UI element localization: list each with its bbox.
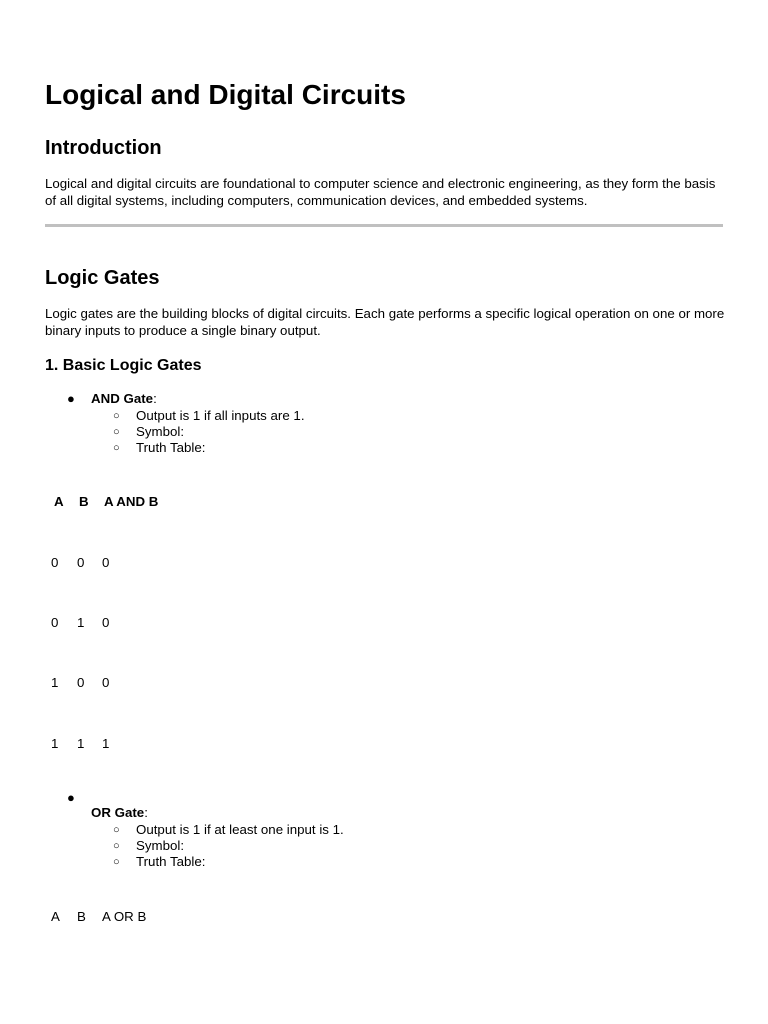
and-table-cell: 0 xyxy=(77,555,85,570)
and-sub-bullet: ○ xyxy=(113,426,120,438)
or-table-header-b: B xyxy=(77,909,86,924)
and-table-cell: 0 xyxy=(51,555,59,570)
and-table-header-b: B xyxy=(79,494,89,509)
or-sub-bullet: ○ xyxy=(113,840,120,852)
basic-logic-gates-heading: 1. Basic Logic Gates xyxy=(45,357,202,374)
or-gate-truth-table-label: Truth Table: xyxy=(136,854,206,869)
and-sub-bullet: ○ xyxy=(113,410,120,422)
and-gate-colon: : xyxy=(153,391,157,406)
and-table-cell: 1 xyxy=(77,615,85,630)
and-table-cell: 0 xyxy=(102,555,110,570)
or-sub-bullet: ○ xyxy=(113,856,120,868)
and-gate-truth-table-label: Truth Table: xyxy=(136,440,206,455)
or-gate-colon: : xyxy=(144,805,148,820)
introduction-paragraph: Logical and digital circuits are foundational to computer science and electronic engineering, as they form the basis of all digital systems, including computers, communication devices, and embedded systems. xyxy=(45,176,716,208)
introduction-heading: Introduction xyxy=(45,137,162,159)
and-gate-symbol-label: Symbol: xyxy=(136,424,185,439)
and-table-cell: 0 xyxy=(102,675,110,690)
or-sub-bullet: ○ xyxy=(113,824,120,836)
and-gate-item xyxy=(91,391,157,408)
or-gate-symbol-label: Symbol: xyxy=(136,838,185,853)
and-table-cell: 0 xyxy=(51,615,59,630)
and-table-cell: 0 xyxy=(102,615,110,630)
and-gate-bullet: ● xyxy=(67,391,75,406)
and-table-cell: 1 xyxy=(102,736,110,751)
horizontal-divider xyxy=(45,224,723,227)
and-table-cell: 0 xyxy=(77,675,85,690)
or-table-header-a: A xyxy=(51,909,60,924)
logic-gates-paragraph: Logic gates are the building blocks of digital circuits. Each gate performs a specific logical operation on one or more binary inputs to produce a single binary output. xyxy=(45,306,725,338)
and-gate-name: AND Gate xyxy=(91,391,154,406)
and-table-header-output: A AND B xyxy=(104,494,159,509)
or-table-header-output: A OR B xyxy=(102,909,147,924)
and-table-header-a: A xyxy=(54,494,64,509)
and-table-cell: 1 xyxy=(77,736,85,751)
and-sub-bullet: ○ xyxy=(113,442,120,454)
page-title: Logical and Digital Circuits xyxy=(45,79,406,110)
and-gate-output-rule: Output is 1 if all inputs are 1. xyxy=(136,408,305,423)
and-table-cell: 1 xyxy=(51,736,59,751)
logic-gates-heading: Logic Gates xyxy=(45,267,160,289)
or-gate-output-rule: Output is 1 if at least one input is 1. xyxy=(136,822,344,837)
and-table-cell: 1 xyxy=(51,675,59,690)
or-gate-bullet: ● xyxy=(67,790,75,805)
or-gate-name: OR Gate xyxy=(91,805,145,820)
or-gate-item xyxy=(91,805,148,822)
